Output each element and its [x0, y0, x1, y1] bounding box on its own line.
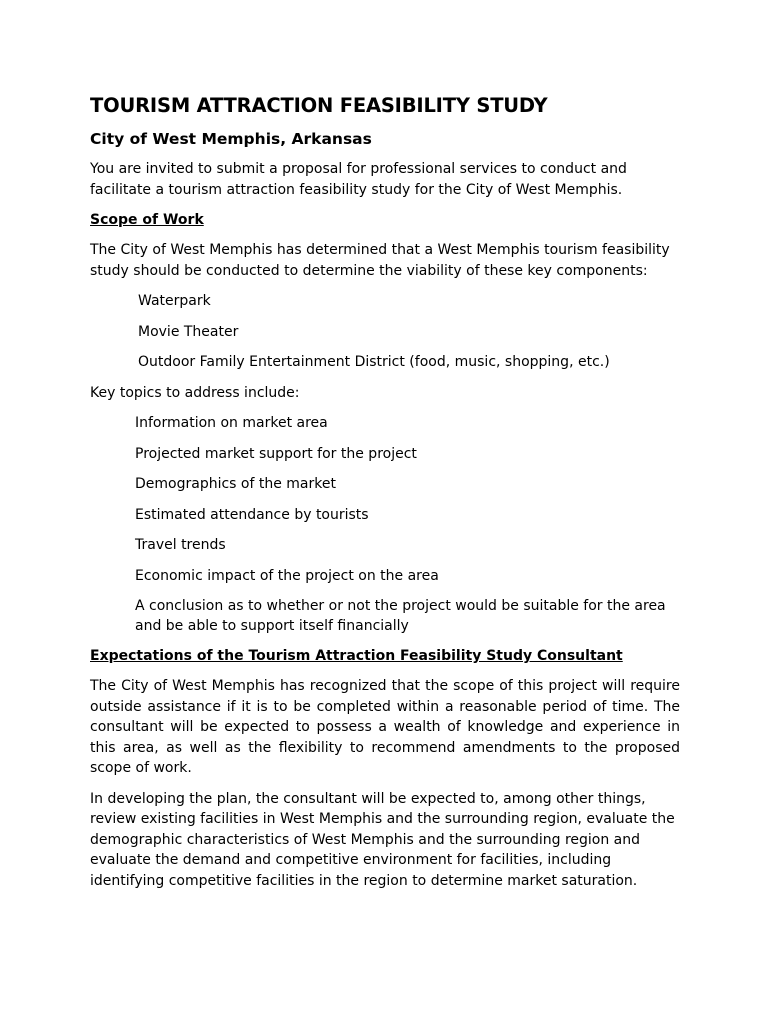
list-item: Estimated attendance by tourists	[135, 506, 369, 523]
list-item: Information on market area	[135, 415, 328, 431]
topics-list	[90, 413, 680, 636]
expectations-paragraph-1: The City of West Memphis has recognized that the scope of this project will require outside assistance if it is to be completed within a reasonable period of time. The consultant will be expected to possess a wealth of knowledge and experience in this area, as well as the flexibility to recommend amendments to the proposed scope of work.	[90, 678, 680, 776]
scope-heading: Scope of Work	[90, 212, 204, 228]
document-subtitle: City of West Memphis, Arkansas	[90, 130, 372, 148]
list-item: Outdoor Family Entertainment District (food, music, shopping, etc.)	[138, 354, 610, 370]
list-item: Movie Theater	[138, 323, 239, 340]
components-list	[90, 291, 680, 373]
list-item: Demographics of the market	[135, 476, 336, 492]
expectations-heading: Expectations of the Tourism Attraction Feasibility Study Consultant	[90, 648, 623, 664]
topics-intro: Key topics to address include:	[90, 384, 300, 401]
document-title: TOURISM ATTRACTION FEASIBILITY STUDY	[90, 94, 548, 117]
list-item: Projected market support for the project	[135, 445, 417, 462]
list-item: Waterpark	[138, 293, 211, 309]
list-item: Travel trends	[135, 537, 226, 553]
scope-paragraph: The City of West Memphis has determined that a West Memphis tourism feasibility study should be conducted to determine the viability of these key components:	[90, 242, 670, 279]
list-item: A conclusion as to whether or not the project would be suitable for the area and be able to support itself financially	[135, 598, 666, 634]
list-item: Economic impact of the project on the area	[135, 567, 439, 584]
intro-paragraph: You are invited to submit a proposal for professional services to conduct and facilitate a tourism attraction feasibility study for the City of West Memphis.	[90, 161, 627, 198]
expectations-paragraph-2: In developing the plan, the consultant will be expected to, among other things, review existing facilities in West Memphis and the surrounding region, evaluate the demographic characteristics of West Memphis and the surrounding region and evaluate the demand and competitive environment for facilities, including identifying competitive facilities in the region to determine market saturation.	[90, 790, 675, 889]
document-page	[90, 93, 680, 891]
